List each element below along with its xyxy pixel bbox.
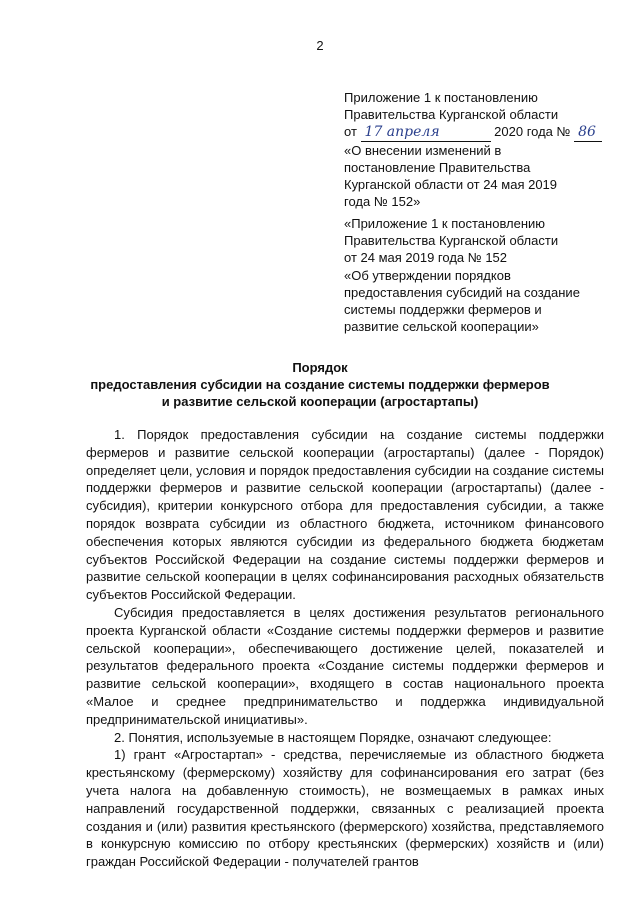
date-blank <box>361 123 491 141</box>
appendix-header-current <box>344 89 624 210</box>
from-prefix: от <box>344 124 357 140</box>
appendix-line: Правительства Курганской области <box>344 233 559 249</box>
appendix-header-original <box>344 215 624 335</box>
appendix-line: от 24 мая 2019 года № 152 <box>344 250 508 266</box>
paragraph: 2. Понятия, используемые в настоящем Порядке, означают следующее: <box>114 729 552 745</box>
appendix-line: Курганской области от 24 мая 2019 <box>344 177 558 193</box>
appendix-line: «О внесении изменений в <box>344 142 502 158</box>
title-line: Порядок <box>292 360 348 375</box>
paragraph: Субсидия предоставляется в целях достижения результатов регионального проекта Курганской области «Создание системы поддержки фермеров и развитие сельской кооперации», обеспечивающего достижение целей, показателей и результатов федерального проекта «Создание системы поддержки фермеров и развитие сельской кооперации», входящего в состав национального проекта «Малое и среднее предпринимательство и поддержка индивидуальной предпринимательской инициативы». <box>86 604 604 727</box>
appendix-line: постановление Правительства <box>344 159 531 175</box>
paragraph: 1) грант «Агростартап» - средства, перечисляемые из областного бюджета крестьянскому (фермерскому) хозяйству для софинансирования его затрат (без учета налога на добавленную стоимость), не возмещаемых в рамках иных направлений государственной поддержки, связанных с реализацией проекта создания и (или) развития крестьянского (фермерского) хозяйства, представляемого в конкурсную комиссию по отбору крестьянских (фермерских) хозяйств и (или) граждан Российской Федерации - получателей грантов <box>86 747 604 870</box>
title-line: предоставления субсидии на создание системы поддержки фермеров <box>90 377 550 393</box>
appendix-line: Правительства Курганской области <box>344 107 559 123</box>
number-blank <box>574 123 602 141</box>
appendix-line: развитие сельской кооперации» <box>344 319 539 335</box>
title-line: и развитие сельской кооперации (агростартапы) <box>161 394 479 410</box>
handwritten-date: 17 апреля <box>364 124 440 141</box>
appendix-line: системы поддержки фермеров и <box>344 302 542 318</box>
paragraph: 1. Порядок предоставления субсидии на создание системы поддержки фермеров и развитие сельской кооперации (агростартапы) (далее - Порядок) определяет цели, условия и порядок предоставления субсидии на создание системы поддержки фермеров и развитие сельской кооперации (агростартапы) (далее - субсидия), критерии конкурсного отбора для предоставления субсидии, а также порядок возврата субсидии из областного бюджета, источником финансового обеспечения которых являются субсидии из федерального бюджета бюджетам субъектов Российской Федерации на создание системы поддержки фермеров и развитие сельской кооперации в целях софинансирования расходных обязательств субъектов Российской Федерации. <box>86 427 604 603</box>
appendix-line: года № 152» <box>344 194 421 210</box>
year-text: 2020 года № <box>494 124 571 140</box>
appendix-date-line <box>344 123 624 141</box>
appendix-line: предоставления субсидий на создание <box>344 284 580 300</box>
document-body <box>86 426 604 871</box>
appendix-line: «Об утверждении порядков <box>344 267 511 283</box>
handwritten-number: 86 <box>578 124 596 141</box>
appendix-line: «Приложение 1 к постановлению <box>344 216 546 231</box>
appendix-line: Приложение 1 к постановлению <box>344 90 538 105</box>
document-title <box>0 359 640 411</box>
page-number: 2 <box>316 38 324 53</box>
